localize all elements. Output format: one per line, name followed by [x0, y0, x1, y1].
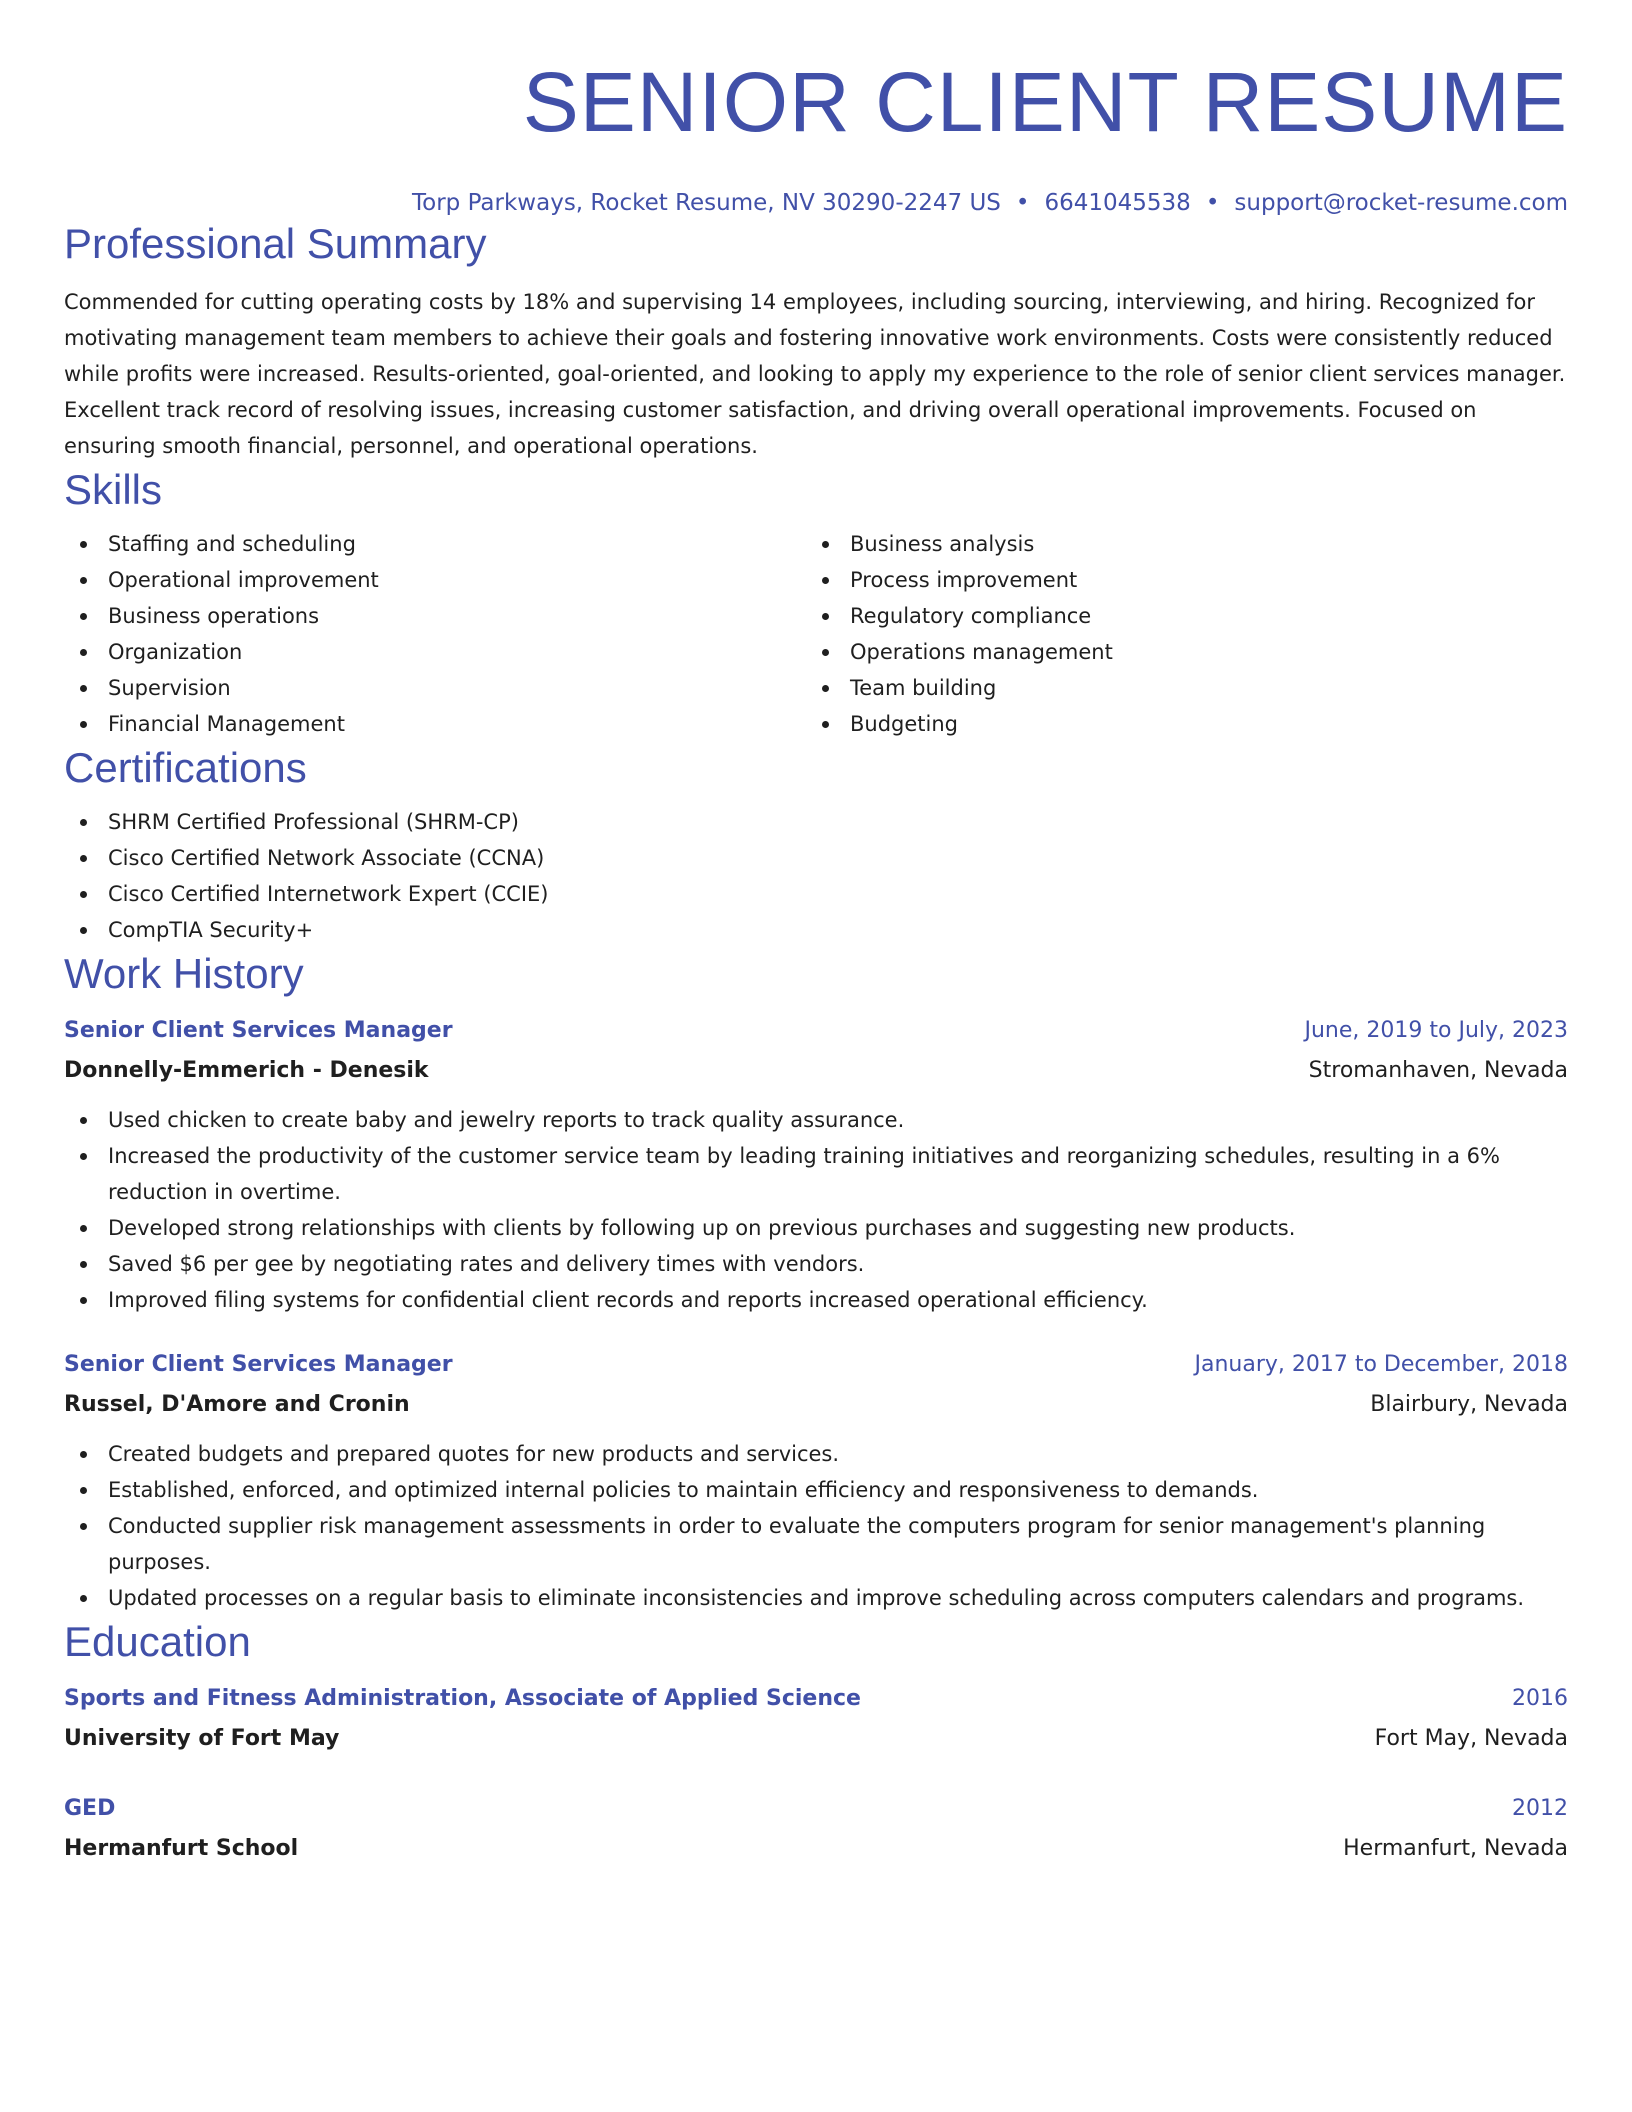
company-row — [64, 1056, 1568, 1086]
skill-item: Organization — [64, 634, 806, 670]
job-company: Donnelly-Emmerich - Denesik — [64, 1058, 429, 1083]
skill-item: Team building — [806, 670, 1548, 706]
skill-item: Business operations — [64, 598, 806, 634]
role-row — [64, 1350, 1568, 1380]
contact-email[interactable]: support@rocket-resume.com — [1234, 190, 1568, 216]
certification-item: Cisco Certified Internetwork Expert (CCIE) — [64, 876, 1568, 912]
work-history-heading: Work History — [64, 950, 304, 997]
skill-item: Financial Management — [64, 706, 806, 742]
education-entry — [64, 1684, 1568, 1754]
job-bullet: Conducted supplier risk management assessments in order to evaluate the computers program for senior management's planning purposes. — [64, 1508, 1568, 1580]
skills-list-right — [806, 526, 1548, 742]
school-location: Hermanfurt, Nevada — [1343, 1836, 1568, 1861]
job-bullet: Developed strong relationships with clients by following up on previous purchases and suggesting new products. — [64, 1210, 1568, 1246]
role-row — [64, 1016, 1568, 1046]
skill-item: Business analysis — [806, 526, 1548, 562]
degree-year: 2012 — [1512, 1796, 1568, 1821]
skill-item: Operational improvement — [64, 562, 806, 598]
job-bullet: Used chicken to create baby and jewelry reports to track quality assurance. — [64, 1102, 1568, 1138]
education-entry — [64, 1794, 1568, 1864]
school-row — [64, 1724, 1568, 1754]
skill-item: Regulatory compliance — [806, 598, 1548, 634]
skill-item: Process improvement — [806, 562, 1548, 598]
summary-text: Commended for cutting operating costs by 18% and supervising 14 employees, including sourcing, interviewing, and hiring. Recognized for motivating management team members to achieve their goals and fostering innovative work environments. Costs were consistently reduced while profits were increased. Results-oriented, goal-oriented, and looking to apply my experience to the role of senior client services manager. Excellent track record of resolving issues, increasing customer satisfaction, and driving overall operational improvements. Focused on ensuring smooth financial, personnel, and operational operations. — [64, 290, 1566, 458]
job-bullet: Updated processes on a regular basis to eliminate inconsistencies and improve scheduling across computers calendars and programs. — [64, 1580, 1568, 1616]
job-role: Senior Client Services Manager — [64, 1352, 453, 1377]
company-row — [64, 1390, 1568, 1420]
skill-item: Budgeting — [806, 706, 1548, 742]
job-bullet: Improved filing systems for confidential client records and reports increased operational efficiency. — [64, 1282, 1568, 1318]
skill-item: Operations management — [806, 634, 1548, 670]
skill-item: Staffing and scheduling — [64, 526, 806, 562]
job-bullets — [64, 1436, 1568, 1616]
school-name: Hermanfurt School — [64, 1836, 299, 1861]
certifications-heading: Certifications — [64, 744, 307, 791]
job-bullet: Created budgets and prepared quotes for new products and services. — [64, 1436, 1568, 1472]
summary-heading: Professional Summary — [64, 220, 487, 267]
degree-year: 2016 — [1512, 1686, 1568, 1711]
job-location: Stromanhaven, Nevada — [1308, 1058, 1568, 1083]
contact-line — [64, 188, 1568, 218]
skills-list-left — [64, 526, 806, 742]
skill-item: Supervision — [64, 670, 806, 706]
certification-item: CompTIA Security+ — [64, 912, 1568, 948]
job-role: Senior Client Services Manager — [64, 1018, 453, 1043]
school-location: Fort May, Nevada — [1374, 1726, 1568, 1751]
degree-name: Sports and Fitness Administration, Associate of Applied Science — [64, 1686, 861, 1711]
job-location: Blairbury, Nevada — [1370, 1392, 1568, 1417]
job-bullets — [64, 1102, 1568, 1318]
separator-dot: • — [1015, 190, 1030, 216]
certification-item: Cisco Certified Network Associate (CCNA) — [64, 840, 1568, 876]
work-entry — [64, 1350, 1568, 1616]
job-company: Russel, D'Amore and Cronin — [64, 1392, 410, 1417]
school-row — [64, 1834, 1568, 1864]
job-bullet: Established, enforced, and optimized internal policies to maintain efficiency and responsiveness to demands. — [64, 1472, 1568, 1508]
job-dates: June, 2019 to July, 2023 — [1304, 1018, 1568, 1043]
work-entry — [64, 1016, 1568, 1318]
degree-row — [64, 1794, 1568, 1824]
job-bullet: Saved $6 per gee by negotiating rates and delivery times with vendors. — [64, 1246, 1568, 1282]
education-heading: Education — [64, 1618, 251, 1665]
skills-columns — [64, 526, 1568, 742]
school-name: University of Fort May — [64, 1726, 340, 1751]
skills-heading: Skills — [64, 466, 163, 513]
certifications-list — [64, 804, 1568, 948]
degree-name: GED — [64, 1796, 116, 1821]
job-dates: January, 2017 to December, 2018 — [1194, 1352, 1568, 1377]
certification-item: SHRM Certified Professional (SHRM-CP) — [64, 804, 1568, 840]
resume-page — [64, 52, 1568, 1864]
job-bullet: Increased the productivity of the customer service team by leading training initiatives and reorganizing schedules, resulting in a 6% reduction in overtime. — [64, 1138, 1568, 1210]
contact-address: Torp Parkways, Rocket Resume, NV 30290-2247 US — [412, 190, 1001, 216]
contact-phone: 6641045538 — [1044, 190, 1191, 216]
separator-dot: • — [1205, 190, 1220, 216]
resume-title: SENIOR CLIENT RESUME — [522, 55, 1568, 149]
degree-row — [64, 1684, 1568, 1714]
